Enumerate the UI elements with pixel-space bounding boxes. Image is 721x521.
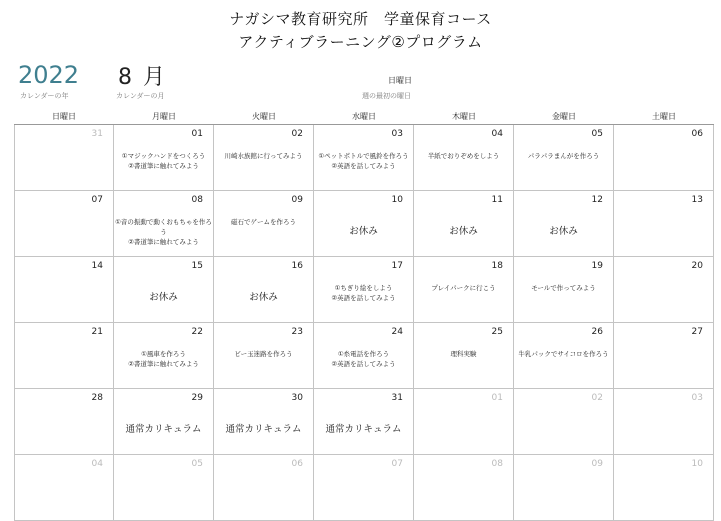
day-cell xyxy=(414,455,514,521)
event-line: 通常カリキュラム xyxy=(125,424,202,435)
day-number: 08 xyxy=(191,195,203,205)
day-number: 10 xyxy=(691,459,703,469)
calendar-year-label: カレンダーの年 xyxy=(20,92,69,100)
day-number: 23 xyxy=(291,327,303,337)
day-event xyxy=(114,217,213,247)
day-cell xyxy=(514,323,614,389)
event-line: ①マジックハンドをつくろう xyxy=(121,152,206,160)
day-cell xyxy=(314,323,414,389)
day-cell xyxy=(614,323,714,389)
day-event xyxy=(114,291,213,305)
day-number: 31 xyxy=(391,393,403,403)
day-cell xyxy=(514,389,614,455)
day-number: 01 xyxy=(491,393,503,403)
day-number: 04 xyxy=(91,459,103,469)
day-number: 07 xyxy=(391,459,403,469)
day-event xyxy=(114,423,213,437)
event-line: ②書道筆に触れてみよう xyxy=(128,162,199,170)
day-cell xyxy=(414,191,514,257)
event-line: 半紙でおりぞめをしよう xyxy=(427,152,500,160)
event-line: モールで作ってみよう xyxy=(531,284,596,292)
weekday-label: 水曜日 xyxy=(352,112,376,121)
day-cell xyxy=(614,455,714,521)
day-number: 03 xyxy=(691,393,703,403)
day-number: 17 xyxy=(391,261,403,271)
day-event xyxy=(214,291,313,305)
day-event xyxy=(414,283,513,293)
event-line: 磁石でゲームを作ろう xyxy=(231,218,296,226)
weekday-label: 土曜日 xyxy=(652,112,676,121)
event-line: お休み xyxy=(249,292,278,303)
day-event xyxy=(314,349,413,369)
day-number: 15 xyxy=(191,261,203,271)
day-cell xyxy=(414,257,514,323)
day-cell xyxy=(314,191,414,257)
day-cell xyxy=(414,389,514,455)
day-cell xyxy=(114,389,214,455)
day-cell xyxy=(114,257,214,323)
day-number: 26 xyxy=(591,327,603,337)
calendar-year: 2022 xyxy=(18,61,80,89)
day-number: 09 xyxy=(591,459,603,469)
day-cell xyxy=(514,455,614,521)
day-number: 18 xyxy=(491,261,503,271)
day-cell xyxy=(314,455,414,521)
day-number: 02 xyxy=(591,393,603,403)
day-number: 30 xyxy=(291,393,303,403)
day-number: 08 xyxy=(491,459,503,469)
day-number: 01 xyxy=(191,129,203,139)
event-line: 川崎水族館に行ってみよう xyxy=(224,152,303,160)
event-line: プレイパークに行こう xyxy=(431,284,496,292)
day-number: 21 xyxy=(91,327,103,337)
event-line: お休み xyxy=(349,226,378,237)
day-event xyxy=(114,349,213,369)
event-line: ②英語を話してみよう xyxy=(331,294,396,302)
event-line: 理科実験 xyxy=(450,350,477,358)
event-line: 通常カリキュラム xyxy=(225,424,302,435)
day-cell xyxy=(114,455,214,521)
day-event xyxy=(314,283,413,303)
day-number: 14 xyxy=(91,261,103,271)
event-line: ②英語を話してみよう xyxy=(331,162,396,170)
day-number: 03 xyxy=(391,129,403,139)
day-number: 05 xyxy=(191,459,203,469)
day-event xyxy=(514,225,613,239)
weekday-header xyxy=(14,111,714,124)
day-event xyxy=(214,217,313,227)
calendar-grid xyxy=(14,124,714,469)
day-number: 31 xyxy=(91,129,103,139)
day-event xyxy=(514,151,613,161)
day-cell xyxy=(614,191,714,257)
day-cell xyxy=(214,191,314,257)
day-number: 11 xyxy=(491,195,503,205)
event-line: ①音の振動で動くおもちゃを作ろう xyxy=(115,218,212,236)
day-number: 29 xyxy=(191,393,203,403)
day-number: 12 xyxy=(591,195,603,205)
day-cell xyxy=(14,389,114,455)
day-number: 27 xyxy=(691,327,703,337)
day-cell xyxy=(614,257,714,323)
title-line-1: ナガシマ教育研究所 学童保育コース xyxy=(229,10,492,28)
day-number: 28 xyxy=(91,393,103,403)
day-cell xyxy=(414,125,514,191)
title-line-2: アクティブラーニング②プログラム xyxy=(238,33,483,51)
day-event xyxy=(414,225,513,239)
day-event xyxy=(214,349,313,359)
day-number: 25 xyxy=(491,327,503,337)
day-number: 20 xyxy=(691,261,703,271)
day-cell xyxy=(314,257,414,323)
day-number: 19 xyxy=(591,261,603,271)
day-number: 22 xyxy=(191,327,203,337)
day-cell xyxy=(14,125,114,191)
day-cell xyxy=(514,191,614,257)
day-event xyxy=(314,151,413,171)
day-event xyxy=(314,423,413,437)
day-number: 05 xyxy=(591,129,603,139)
event-line: ①風車を作ろう xyxy=(141,350,186,358)
day-cell xyxy=(14,257,114,323)
day-cell xyxy=(214,389,314,455)
day-cell xyxy=(514,257,614,323)
day-cell xyxy=(214,125,314,191)
event-line: パラパラまんがを作ろう xyxy=(527,152,600,160)
day-cell xyxy=(614,389,714,455)
weekday-label: 月曜日 xyxy=(152,112,176,121)
day-number: 07 xyxy=(91,195,103,205)
event-line: お休み xyxy=(549,226,578,237)
day-number: 13 xyxy=(691,195,703,205)
day-cell xyxy=(314,389,414,455)
day-number: 06 xyxy=(291,459,303,469)
day-cell xyxy=(114,125,214,191)
day-number: 24 xyxy=(391,327,403,337)
event-line: ①糸電話を作ろう xyxy=(337,350,390,358)
event-line: ビー玉迷路を作ろう xyxy=(234,350,293,358)
day-number: 10 xyxy=(391,195,403,205)
weekday-label: 金曜日 xyxy=(552,112,576,121)
day-cell xyxy=(214,323,314,389)
day-number: 02 xyxy=(291,129,303,139)
day-number: 06 xyxy=(691,129,703,139)
event-line: ①ペットボトルで風鈴を作ろう xyxy=(318,152,409,160)
calendar-month: 8 月 xyxy=(118,65,167,90)
calendar-month-label: カレンダーの月 xyxy=(116,92,165,100)
event-line: お休み xyxy=(149,292,178,303)
day-cell xyxy=(314,125,414,191)
day-number: 16 xyxy=(291,261,303,271)
event-line: ②書道筆に触れてみよう xyxy=(128,360,199,368)
day-cell xyxy=(14,191,114,257)
event-line: 牛乳パックでサイコロを作ろう xyxy=(518,350,609,358)
week-start-day-label: 週の最初の曜日 xyxy=(362,92,411,100)
day-event xyxy=(114,151,213,171)
weekday-label: 木曜日 xyxy=(452,112,476,121)
day-event xyxy=(414,151,513,161)
event-line: お休み xyxy=(449,226,478,237)
day-cell xyxy=(514,125,614,191)
day-event xyxy=(514,283,613,293)
event-line: ②英語を話してみよう xyxy=(331,360,396,368)
day-event xyxy=(214,423,313,437)
week-start-day: 日曜日 xyxy=(388,76,412,85)
day-cell xyxy=(114,191,214,257)
day-number: 04 xyxy=(491,129,503,139)
event-line: ①ちぎり絵をしよう xyxy=(334,284,393,292)
day-cell xyxy=(14,455,114,521)
day-event xyxy=(514,349,613,359)
day-number: 09 xyxy=(291,195,303,205)
event-line: ②書道筆に触れてみよう xyxy=(128,238,199,246)
weekday-label: 日曜日 xyxy=(52,112,76,121)
day-event xyxy=(414,349,513,359)
day-cell xyxy=(214,257,314,323)
day-event xyxy=(214,151,313,161)
day-event xyxy=(314,225,413,239)
day-cell xyxy=(414,323,514,389)
weekday-label: 火曜日 xyxy=(252,112,276,121)
day-cell xyxy=(114,323,214,389)
day-cell xyxy=(614,125,714,191)
day-cell xyxy=(14,323,114,389)
day-cell xyxy=(214,455,314,521)
event-line: 通常カリキュラム xyxy=(325,424,402,435)
